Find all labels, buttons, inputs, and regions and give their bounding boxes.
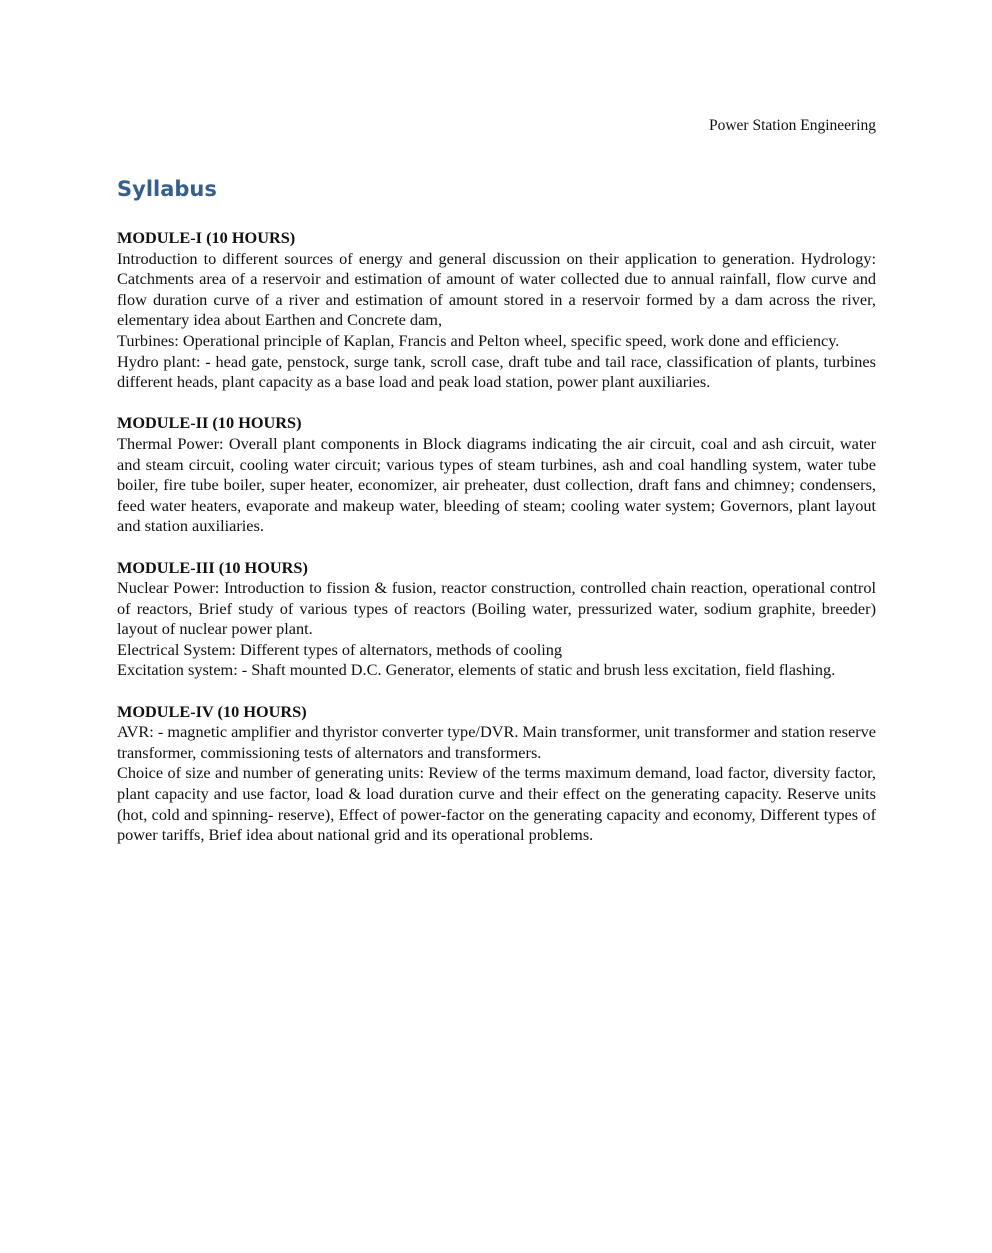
module-paragraph: Introduction to different sources of energy and general discussion on their application to generation. Hydrology: Catchments area of a reservoir and estimation of amount of water collected due to annual rainfall, flow curve and flow duration curve of a river and estimation of amount stored in a reservoir formed by a dam across the river, elementary idea about Earthen and Concrete dam, xyxy=(117,248,876,330)
syllabus-content xyxy=(117,228,876,866)
running-header: Power Station Engineering xyxy=(708,117,876,134)
module-paragraph: AVR: - magnetic amplifier and thyristor converter type/DVR. Main transformer, unit transformer and station reserve transformer, commissioning tests of alternators and transformers. xyxy=(117,722,876,762)
module-heading: MODULE-II (10 HOURS) xyxy=(117,413,302,433)
module-paragraph: Hydro plant: - head gate, penstock, surge tank, scroll case, draft tube and tail race, classification of plants, turbines different heads, plant capacity as a base load and peak load station, power plant auxiliaries. xyxy=(117,351,876,392)
module-heading: MODULE-I (10 HOURS) xyxy=(117,228,296,247)
module-paragraph: Thermal Power: Overall plant components in Block diagrams indicating the air circuit, coal and ash circuit, water and steam circuit, cooling water circuit; various types of steam turbines, ash and coal handling system, water tube boiler, fire tube boiler, super heater, economizer, air preheater, dust collection, draft fans and chimney; condensers, feed water heaters, evaporate and makeup water, bleeding of steam; cooling water system; Governors, plant layout and station auxiliaries. xyxy=(117,433,876,536)
module-1 xyxy=(117,228,876,393)
module-paragraph: Choice of size and number of generating units: Review of the terms maximum demand, load factor, diversity factor, plant capacity and use factor, load & load duration curve and their effect on the generating capacity. Reserve units (hot, cold and spinning- reserve), Effect of power-factor on the generating capacity and economy, Different types of power tariffs, Brief idea about national grid and its operational problems. xyxy=(117,763,876,845)
module-heading: MODULE-IV (10 HOURS) xyxy=(117,701,307,721)
module-2 xyxy=(117,413,876,537)
page-title: Syllabus xyxy=(117,177,217,201)
module-paragraph: Turbines: Operational principle of Kaplan, Francis and Pelton wheel, specific speed, work done and efficiency. xyxy=(117,330,840,350)
module-heading: MODULE-III (10 HOURS) xyxy=(117,557,308,577)
module-paragraph: Nuclear Power: Introduction to fission & fusion, reactor construction, controlled chain reaction, operational control of reactors, Brief study of various types of reactors (Boiling water, pressurized water, sodium graphite, breeder) layout of nuclear power plant. xyxy=(117,578,876,639)
module-4 xyxy=(117,702,876,846)
module-3 xyxy=(117,558,876,682)
module-paragraph: Electrical System: Different types of alternators, methods of cooling xyxy=(117,639,563,659)
module-paragraph: Excitation system: - Shaft mounted D.C. Generator, elements of static and brush less excitation, field flashing. xyxy=(117,660,836,680)
